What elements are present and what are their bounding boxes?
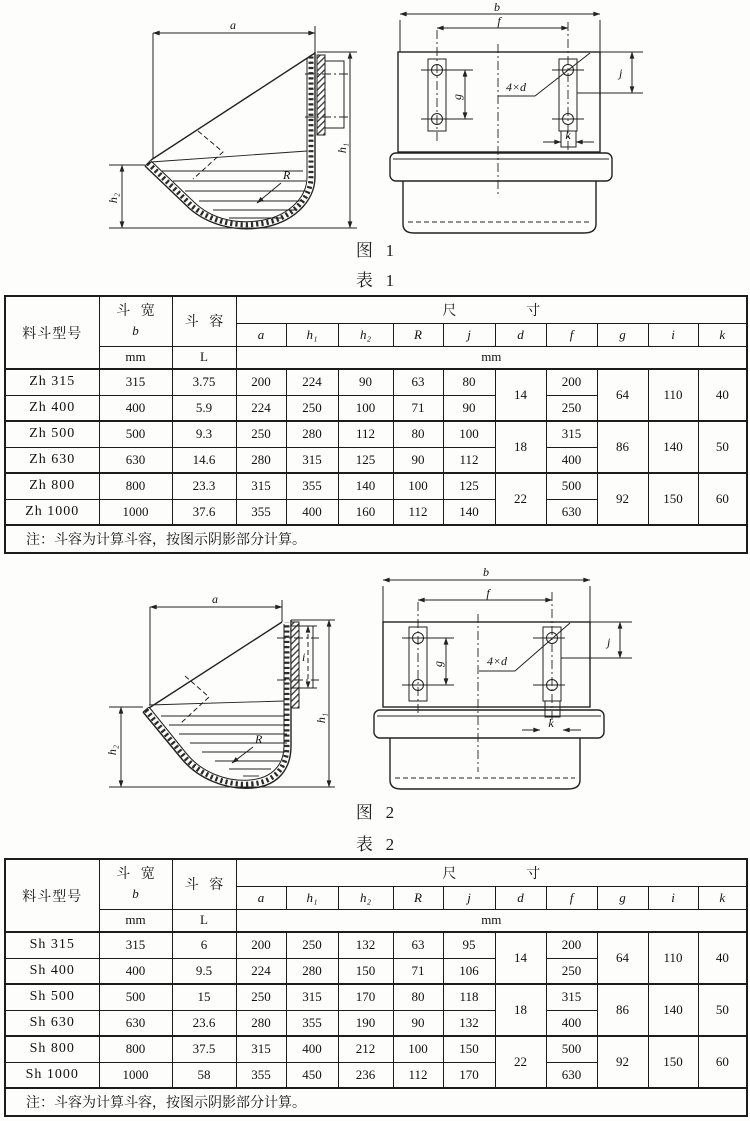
cell-cap: 37.5 (172, 1036, 236, 1062)
cell-f: 315 (546, 984, 597, 1010)
cell-r: 63 (393, 369, 443, 395)
cell-j: 112 (443, 447, 495, 473)
cell-k: 60 (698, 473, 747, 525)
cell-a: 280 (236, 1010, 286, 1036)
cell-d: 22 (495, 1036, 546, 1088)
table-note: 注：斗容为计算斗容，按图示阴影部分计算。 (5, 1088, 747, 1116)
cell-k: 40 (698, 369, 747, 421)
header-capacity: 斗 容 (172, 296, 236, 346)
table1-data-row (5, 421, 747, 447)
cell-d: 22 (495, 473, 546, 525)
cell-cap: 9.5 (172, 958, 236, 984)
cell-h1: 280 (286, 958, 338, 984)
cell-r: 112 (393, 499, 443, 525)
table2-note-row (5, 1088, 747, 1116)
cell-d: 14 (495, 369, 546, 421)
cell-model: Zh 630 (5, 447, 99, 473)
fill-surface-line (151, 151, 307, 162)
header-sym-j: j (443, 323, 495, 346)
header-cap-unit: L (172, 346, 236, 369)
cell-f: 500 (546, 1036, 597, 1062)
cell-h1: 355 (286, 1010, 338, 1036)
cell-f: 315 (546, 421, 597, 447)
bucket-opening-edge (149, 622, 282, 708)
cell-g: 92 (597, 473, 648, 525)
header-width-title: 斗 宽 (116, 866, 155, 882)
cell-k: 50 (698, 984, 747, 1036)
cell-r: 71 (393, 958, 443, 984)
cell-j: 132 (443, 1010, 495, 1036)
cell-j: 80 (443, 369, 495, 395)
header-sym-a: a (236, 886, 286, 909)
cell-b: 400 (99, 395, 172, 421)
cell-h2: 112 (338, 421, 393, 447)
cell-f: 500 (546, 473, 597, 499)
cell-h1: 400 (286, 499, 338, 525)
cell-b: 500 (99, 421, 172, 447)
bucket-inner-wall (149, 624, 284, 780)
cell-r: 100 (393, 1036, 443, 1062)
cell-g: 64 (597, 369, 648, 421)
cell-r: 71 (393, 395, 443, 421)
cell-j: 170 (443, 1062, 495, 1088)
cell-r: 80 (393, 984, 443, 1010)
cell-h1: 450 (286, 1062, 338, 1088)
cell-h1: 400 (286, 1036, 338, 1062)
cell-b: 630 (99, 1010, 172, 1036)
header-cap-unit: L (172, 909, 236, 932)
dim-b-label: b (483, 565, 489, 579)
cell-i: 150 (648, 1036, 698, 1088)
header-dims: 尺 寸 (236, 859, 747, 886)
cell-cap: 6 (172, 932, 236, 958)
cell-f: 250 (546, 958, 597, 984)
cell-model: Zh 800 (5, 473, 99, 499)
table1-note-row (5, 525, 747, 553)
dim-h2-label: h₂ (106, 192, 120, 204)
dim-j-label: j (607, 635, 611, 649)
cell-a: 200 (236, 932, 286, 958)
cell-cap: 23.3 (172, 473, 236, 499)
header-width-unit: mm (99, 346, 172, 369)
cell-f: 400 (546, 447, 597, 473)
cell-b: 630 (99, 447, 172, 473)
cell-k: 50 (698, 421, 747, 473)
cell-b: 315 (99, 932, 172, 958)
cell-r: 80 (393, 421, 443, 447)
header-model: 料斗型号 (5, 859, 99, 932)
dim-k-label: k (565, 128, 571, 142)
cell-b: 400 (99, 958, 172, 984)
mounting-plate (325, 61, 344, 128)
cell-h2: 132 (338, 932, 393, 958)
cell-h2: 160 (338, 499, 393, 525)
cell-h2: 190 (338, 1010, 393, 1036)
cell-d: 18 (495, 421, 546, 473)
holes-callout: 4×d (505, 80, 527, 94)
table1 (4, 295, 748, 554)
cell-a: 200 (236, 369, 286, 395)
cell-h2: 90 (338, 369, 393, 395)
header-model: 料斗型号 (5, 296, 99, 369)
table2-data-row (5, 1036, 747, 1062)
cell-h1: 250 (286, 932, 338, 958)
cell-model: Sh 400 (5, 958, 99, 984)
table-note: 注：斗容为计算斗容，按图示阴影部分计算。 (5, 525, 747, 553)
cell-h2: 170 (338, 984, 393, 1010)
cell-f: 630 (546, 1062, 597, 1088)
cell-h1: 280 (286, 421, 338, 447)
header-sym-h1: h₁ (286, 886, 338, 909)
dim-h2-label: h₂ (105, 744, 119, 756)
cell-j: 150 (443, 1036, 495, 1062)
table2-wrap (4, 858, 748, 1117)
cell-a: 355 (236, 1062, 286, 1088)
dim-g-label: g (431, 661, 445, 667)
header-width (99, 859, 172, 909)
dim-g-label: g (450, 94, 464, 100)
cell-f: 200 (546, 369, 597, 395)
table1-caption: 表 1 (355, 271, 395, 290)
cell-g: 64 (597, 932, 648, 984)
header-sym-k: k (698, 323, 747, 346)
cell-g: 86 (597, 421, 648, 473)
dim-b-label: b (494, 0, 500, 14)
holes-callout: 4×d (486, 654, 508, 668)
cell-h2: 140 (338, 473, 393, 499)
header-row-3 (5, 346, 747, 369)
cell-f: 630 (546, 499, 597, 525)
header-sym-i: i (648, 886, 698, 909)
header-sym-f: f (546, 886, 597, 909)
bucket-body (390, 738, 580, 789)
header-sym-f: f (546, 323, 597, 346)
dim-a-label: a (212, 592, 218, 606)
cell-h1: 250 (286, 395, 338, 421)
dim-f-label: f (486, 586, 490, 600)
cell-k: 40 (698, 932, 747, 984)
header-sym-d: d (495, 886, 546, 909)
table1-data-row (5, 369, 747, 395)
cell-a: 224 (236, 395, 286, 421)
header-sym-d: d (495, 323, 546, 346)
dim-a-label: a (230, 18, 236, 32)
cell-f: 200 (546, 932, 597, 958)
wall-section-hatch (148, 55, 311, 225)
header-width-title: 斗 宽 (116, 303, 155, 319)
cell-h2: 212 (338, 1036, 393, 1062)
figure1-side-view (105, 0, 380, 245)
cell-model: Zh 315 (5, 369, 99, 395)
dim-h1-label: h₁ (314, 712, 328, 724)
bucket-inner-wall (151, 58, 307, 222)
header-sym-h2: h₂ (338, 323, 393, 346)
cell-r: 112 (393, 1062, 443, 1088)
cell-a: 250 (236, 984, 286, 1010)
figure1-front-view (385, 0, 750, 240)
cell-h2: 150 (338, 958, 393, 984)
header-capacity: 斗 容 (172, 859, 236, 909)
header-dims-unit: mm (236, 346, 747, 369)
cell-b: 500 (99, 984, 172, 1010)
cell-a: 224 (236, 958, 286, 984)
header-width-symbol: b (132, 322, 139, 338)
cell-i: 110 (648, 932, 698, 984)
back-plate-section (317, 55, 325, 135)
cell-model: Sh 315 (5, 932, 99, 958)
header-sym-h1: h₁ (286, 323, 338, 346)
bucket-opening-edge (151, 53, 315, 160)
cell-model: Sh 800 (5, 1036, 99, 1062)
table1-body (5, 369, 747, 553)
header-sym-g: g (597, 323, 648, 346)
dim-f-label: f (497, 14, 501, 28)
cell-a: 250 (236, 421, 286, 447)
header-sym-a: a (236, 323, 286, 346)
cell-r: 63 (393, 932, 443, 958)
cell-h2: 125 (338, 447, 393, 473)
table2-data-row (5, 984, 747, 1010)
cell-b: 1000 (99, 1062, 172, 1088)
cell-b: 315 (99, 369, 172, 395)
cell-cap: 58 (172, 1062, 236, 1088)
header-row-1 (5, 859, 747, 886)
cell-f: 250 (546, 395, 597, 421)
header-sym-j: j (443, 886, 495, 909)
cell-k: 60 (698, 1036, 747, 1088)
table1-data-row (5, 473, 747, 499)
dim-j-label: j (619, 66, 623, 80)
cell-model: Zh 1000 (5, 499, 99, 525)
dashed-angle-mark (193, 131, 223, 179)
cell-b: 800 (99, 1036, 172, 1062)
figure2-side-view (105, 560, 380, 808)
cell-i: 150 (648, 473, 698, 525)
table2 (4, 858, 748, 1117)
cell-i: 140 (648, 421, 698, 473)
header-dims: 尺 寸 (236, 296, 747, 323)
cell-h1: 315 (286, 447, 338, 473)
cell-model: Sh 1000 (5, 1062, 99, 1088)
header-row-3 (5, 909, 747, 932)
cell-i: 110 (648, 369, 698, 421)
dim-i-label: i (302, 650, 306, 664)
bucket-body (403, 181, 596, 233)
dim-R-label: R (283, 168, 291, 182)
header-dims-unit: mm (236, 909, 747, 932)
cell-cap: 23.6 (172, 1010, 236, 1036)
figure1-caption: 图 1 (355, 241, 395, 260)
header-row-1 (5, 296, 747, 323)
fill-surface-line (149, 701, 284, 705)
header-sym-R: R (393, 886, 443, 909)
cell-b: 800 (99, 473, 172, 499)
cell-r: 100 (393, 473, 443, 499)
header-width (99, 296, 172, 346)
cell-model: Zh 400 (5, 395, 99, 421)
header-sym-R: R (393, 323, 443, 346)
cell-j: 140 (443, 499, 495, 525)
cell-cap: 14.6 (172, 447, 236, 473)
cell-a: 355 (236, 499, 286, 525)
header-sym-i: i (648, 323, 698, 346)
cell-j: 106 (443, 958, 495, 984)
header-width-unit: mm (99, 909, 172, 932)
cell-cap: 3.75 (172, 369, 236, 395)
cell-model: Zh 500 (5, 421, 99, 447)
cell-cap: 37.6 (172, 499, 236, 525)
cell-h1: 224 (286, 369, 338, 395)
cell-h2: 236 (338, 1062, 393, 1088)
cell-r: 90 (393, 447, 443, 473)
cell-model: Sh 500 (5, 984, 99, 1010)
cell-h2: 100 (338, 395, 393, 421)
figure2-front-view (370, 558, 750, 808)
cell-h1: 315 (286, 984, 338, 1010)
table2-body (5, 932, 747, 1116)
cell-cap: 5.9 (172, 395, 236, 421)
cell-model: Sh 630 (5, 1010, 99, 1036)
cell-j: 95 (443, 932, 495, 958)
figure2-caption: 图 2 (355, 803, 395, 822)
cell-h1: 355 (286, 473, 338, 499)
header-sym-k: k (698, 886, 747, 909)
cell-j: 90 (443, 395, 495, 421)
cell-g: 86 (597, 984, 648, 1036)
dim-h1-label: h₁ (335, 142, 349, 154)
table2-caption: 表 2 (355, 835, 395, 854)
cell-j: 100 (443, 421, 495, 447)
cell-g: 92 (597, 1036, 648, 1088)
header-sym-g: g (597, 886, 648, 909)
header-width-symbol: b (132, 885, 139, 901)
cell-a: 315 (236, 1036, 286, 1062)
cell-d: 18 (495, 984, 546, 1036)
cell-cap: 9.3 (172, 421, 236, 447)
cell-i: 140 (648, 984, 698, 1036)
table2-data-row (5, 932, 747, 958)
cell-j: 118 (443, 984, 495, 1010)
bucket-lip-band (390, 153, 612, 181)
cell-j: 125 (443, 473, 495, 499)
dim-R-label: R (255, 732, 263, 746)
dim-k-label: k (548, 716, 554, 730)
bucket-lip-band (374, 710, 604, 738)
cell-f: 400 (546, 1010, 597, 1036)
table1-wrap (4, 295, 748, 554)
cell-d: 14 (495, 932, 546, 984)
cell-r: 90 (393, 1010, 443, 1036)
back-plate-section (291, 622, 299, 708)
cell-a: 315 (236, 473, 286, 499)
cell-a: 280 (236, 447, 286, 473)
cell-cap: 15 (172, 984, 236, 1010)
bucket-outer-wall (145, 52, 315, 229)
header-sym-h2: h₂ (338, 886, 393, 909)
cell-b: 1000 (99, 499, 172, 525)
